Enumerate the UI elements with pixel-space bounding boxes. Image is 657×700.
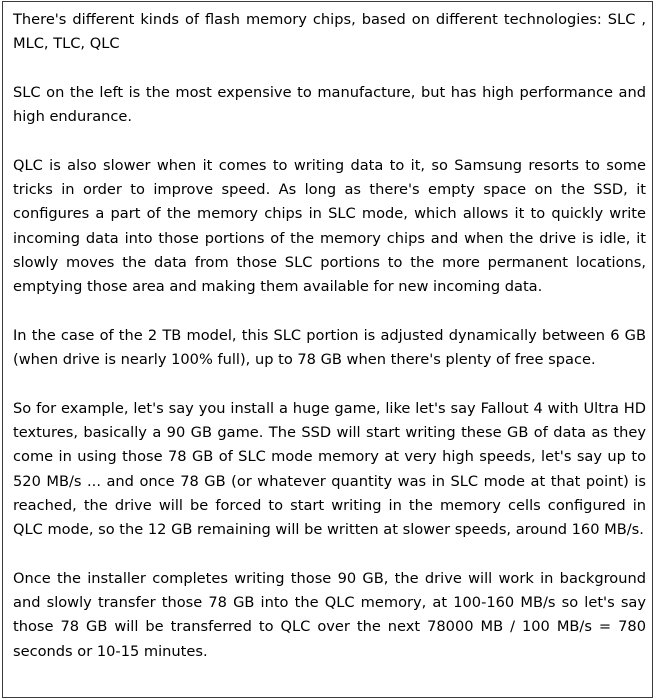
forum-post-body	[2, 1, 653, 698]
paragraph-qlc-slc-cache: QLC is also slower when it comes to writing data to it, so Samsung resorts to some tricks in order to improve speed. As long as there's empty space on the SSD, it configures a part of the memory chips in SLC mode, which allows it to quickly write incoming data into those portions of the memory chips and when the drive is idle, it slowly moves the data from those SLC portions to the more permanent locations, emptying those area and making them available for new incoming data.	[13, 156, 646, 296]
paragraph-game-install-example: So for example, let's say you install a huge game, like let's say Fallout 4 with Ultra HD textures, basically a 90 GB game. The SSD will start writing these GB of data as they come in using those 78 GB of SLC mode memory at very high speeds, let's say up to 520 MB/s ... and once 78 GB (or whatever quantity was in SLC mode at that point) is reached, the drive will be forced to start writing in the memory cells configured in QLC mode, so the 12 GB remaining will be written at slower speeds, around 160 MB/s.	[13, 399, 646, 539]
paragraph-background-transfer: Once the installer completes writing those 90 GB, the drive will work in background and slowly transfer those 78 GB into the QLC memory, at 100-160 MB/s so let's say those 78 GB will be transferred to QLC over the next 78000 MB / 100 MB/s = 780 seconds or 10-15 minutes.	[13, 569, 646, 660]
paragraph-slc-cost: SLC on the left is the most expensive to manufacture, but has high performance and high endurance.	[13, 83, 646, 126]
paragraph-2tb-slc-portion: In the case of the 2 TB model, this SLC portion is adjusted dynamically between 6 GB (when drive is nearly 100% full), up to 78 GB when there's plenty of free space.	[13, 326, 646, 369]
paragraph-flash-types: There's different kinds of flash memory chips, based on different technologies: SLC , MLC, TLC, QLC	[13, 11, 646, 53]
